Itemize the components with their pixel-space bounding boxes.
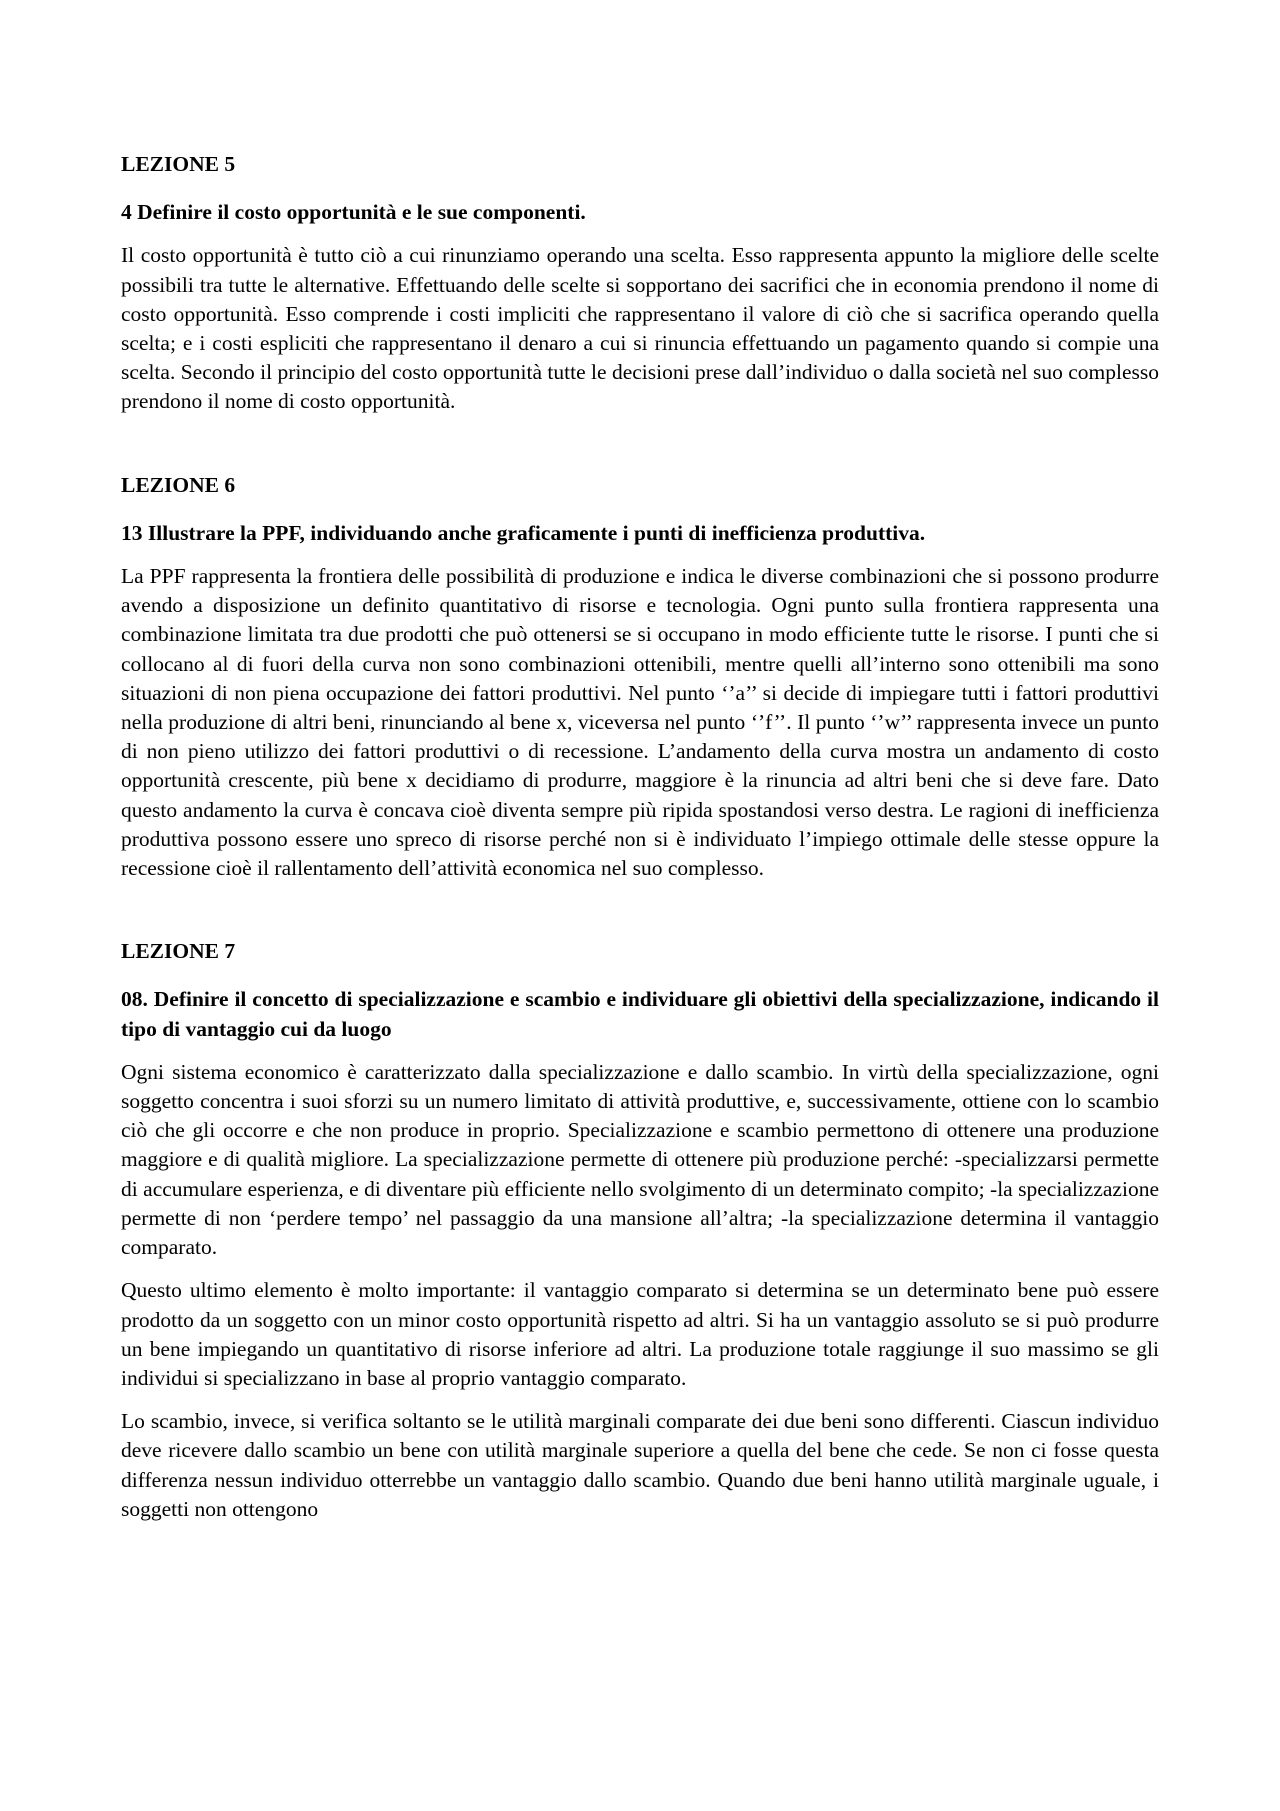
- question-heading: 13 Illustrare la PPF, individuando anche graficamente i punti di inefficienza produttiva.: [121, 520, 926, 545]
- body-paragraph: Lo scambio, invece, si verifica soltanto se le utilità marginali comparate dei due beni sono differenti. Ciascun individuo deve ricevere dallo scambio un bene con utilità marginale superiore a quella del bene che cede. Se non ci fosse questa differenza nessun individuo otterrebbe un vantaggio dallo scambio. Quando due beni hanno utilità marginale uguale, i soggetti non ottengono: [121, 1409, 1159, 1521]
- body-paragraph: Questo ultimo elemento è molto importante: il vantaggio comparato si determina se un determinato bene può essere prodotto da un soggetto con un minor costo opportunità rispetto ad altri. Si ha un vantaggio assoluto se si può produrre un bene impiegando un quantitativo di risorse inferiore ad altri. La produzione totale raggiunge il suo massimo se gli individui si specializzano in base al proprio vantaggio comparato.: [121, 1278, 1159, 1390]
- lesson-heading: LEZIONE 6: [121, 472, 236, 497]
- body-paragraph: Ogni sistema economico è caratterizzato dalla specializzazione e dallo scambio. In virtù della specializzazione, ogni soggetto concentra i suoi sforzi su un numero limitato di attività produttive, e, successivamente, ottiene con lo scambio ciò che gli occorre e che non produce in proprio. Specializzazione e scambio permettono di ottenere una produzione maggiore e di qualità migliore. La specializzazione permette di ottenere più produzione perché: -specializzarsi permette di accumulare esperienza, e di diventare più efficiente nello svolgimento di un determinato compito; -la specializzazione permette di non ‘perdere tempo’ nel passaggio da una mansione all’altra; -la specializzazione determina il vantaggio comparato.: [121, 1059, 1159, 1260]
- question-heading: 4 Definire il costo opportunità e le sue componenti.: [121, 200, 586, 225]
- document-page: [121, 150, 1159, 1538]
- body-paragraph: Il costo opportunità è tutto ciò a cui rinunziamo operando una scelta. Esso rappresenta appunto la migliore delle scelte possibili tra tutte le alternative. Effettuando delle scelte si sopportano dei sacrifici che in economia prendono il nome di costo opportunità. Esso comprende i costi impliciti che rappresentano il valore di ciò che si sacrifica operando quella scelta; e i costi espliciti che rappresentano il denaro a cui si rinuncia effettuando un pagamento quando si compie una scelta. Secondo il principio del costo opportunità tutte le decisioni prese dall’individuo o dalla società nel suo complesso prendono il nome di costo opportunità.: [121, 243, 1159, 414]
- section-lezione-6: [121, 471, 1159, 884]
- lesson-heading: LEZIONE 5: [121, 152, 236, 176]
- section-lezione-7: [121, 937, 1159, 1524]
- body-paragraph: La PPF rappresenta la frontiera delle possibilità di produzione e indica le diverse combinazioni che si possono produrre avendo a disposizione un definito quantitativo di risorse e tecnologia. Ogni punto sulla frontiera rappresenta una combinazione limitata tra due prodotti che può ottenersi se si occupano in modo efficiente tutte le risorse. I punti che si collocano al di fuori della curva non sono combinazioni ottenibili, mentre quelli all’interno sono ottenibili ma sono situazioni di non piena occupazione dei fattori produttivi. Nel punto ‘’a’’ si decide di impiegare tutti i fattori produttivi nella produzione di altri beni, rinunciando al bene x, viceversa nel punto ‘’f’’. Il punto ‘’w’’ rappresenta invece un punto di non pieno utilizzo dei fattori produttivi o di recessione. L’andamento della curva mostra un andamento di costo opportunità crescente, più bene x decidiamo di produrre, maggiore è la rinuncia ad altri beni che si deve fare. Dato questo andamento la curva è concava cioè diventa sempre più ripida spostandosi verso destra. Le ragioni di inefficienza produttiva possono essere uno spreco di risorse perché non si è individuato l’impiego ottimale delle stesse oppure la recessione cioè il rallentamento dell’attività economica nel suo complesso.: [121, 564, 1159, 881]
- question-heading: 08. Definire il concetto di specializzazione e scambio e individuare gli obiettivi della specializzazione, indicando il tipo di vantaggio cui da luogo: [121, 987, 1159, 1041]
- section-lezione-5: [121, 150, 1159, 417]
- lesson-heading: LEZIONE 7: [121, 939, 236, 964]
